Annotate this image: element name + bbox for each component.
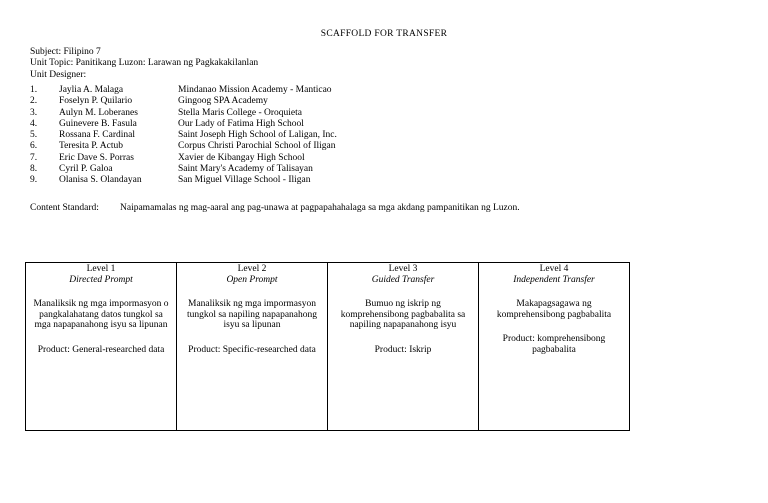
content-standard-label: Content Standard: <box>30 203 99 213</box>
designer-school: Saint Joseph High School of Laligan, Inc. <box>178 130 337 141</box>
level-heading: Level 4 <box>539 264 569 274</box>
designer-number: 8. <box>30 164 38 175</box>
designer-school: Mindanao Mission Academy - Manticao <box>178 85 332 95</box>
task-description: Manaliksik ng mga impormasyon o pangkalahatang datos tungkol sa mga napapanahong isyu sa lipunan <box>33 299 169 330</box>
subject-line: Subject: Filipino 7 <box>30 47 101 57</box>
task-description: Bumuo ng iskrip ng komprehensibong pagbabalita sa napiling napapanahong isyu <box>340 299 466 330</box>
designer-name: Aulyn M. Loberanes <box>59 107 138 118</box>
designer-school: Saint Mary's Academy of Talisayan <box>178 164 313 175</box>
designer-name: Teresita P. Actub <box>59 141 123 152</box>
level-cell <box>479 263 630 431</box>
designer-number: 4. <box>30 118 38 129</box>
designer-school: Gingoog SPA Academy <box>178 96 268 107</box>
designer-number: 7. <box>30 152 38 163</box>
designer-number: 9. <box>30 175 38 186</box>
designer-name: Guinevere B. Fasula <box>59 118 137 129</box>
designer-number: 5. <box>30 130 38 141</box>
level-cell <box>328 263 479 431</box>
product-text: Product: Iskrip <box>374 344 432 355</box>
task-description: Makapagsagawa ng komprehensibong pagbabalita <box>496 299 612 320</box>
designer-name: Foselyn P. Quilario <box>59 96 133 107</box>
level-heading: Level 1 <box>86 264 116 274</box>
level-cell <box>177 263 328 431</box>
designer-school: San Miguel Village School - Iligan <box>178 175 311 186</box>
designer-name: Rossana F. Cardinal <box>59 130 136 141</box>
designer-number: 1. <box>30 85 38 95</box>
designer-school: Stella Maris College - Oroquieta <box>178 107 302 118</box>
unit-designer-label: Unit Designer: <box>30 70 87 80</box>
designer-name: Olanisa S. Olandayan <box>59 175 142 186</box>
level-heading: Level 2 <box>237 264 267 274</box>
designer-school: Xavier de Kibangay High School <box>178 152 305 163</box>
designer-school: Corpus Christi Parochial School of Iligan <box>178 141 336 152</box>
product-text: Product: General-researched data <box>37 344 165 355</box>
unit-topic-line: Unit Topic: Panitikang Luzon: Larawan ng Pagkakakilanlan <box>30 58 259 68</box>
prompt-type: Guided Transfer <box>371 274 435 285</box>
prompt-type: Independent Transfer <box>513 274 595 285</box>
designer-school: Our Lady of Fatima High School <box>178 118 304 129</box>
scaffold-table <box>25 262 630 431</box>
content-standard <box>30 203 520 213</box>
designer-number: 6. <box>30 141 38 152</box>
product-text: Product: Specific-researched data <box>188 344 316 355</box>
product-text: Product: komprehensibong pagbabalita <box>502 334 606 355</box>
designer-number: 2. <box>30 96 38 107</box>
prompt-type: Directed Prompt <box>69 274 133 285</box>
level-heading: Level 3 <box>388 264 418 274</box>
prompt-type: Open Prompt <box>226 274 278 285</box>
document-title: SCAFFOLD FOR TRANSFER <box>320 29 448 39</box>
content-standard-text: Naipamamalas ng mag-aaral ang pag-unawa at pagpapahahalaga sa mga akdang pampanitikan ng Luzon. <box>120 203 520 213</box>
designer-number: 3. <box>30 107 38 118</box>
designer-name: Jaylia A. Malaga <box>59 85 124 95</box>
designer-name: Cyril P. Galoa <box>59 164 113 175</box>
table-row <box>26 263 630 431</box>
designer-name: Eric Dave S. Porras <box>59 152 134 163</box>
task-description: Manaliksik ng mga impormasyon tungkol sa napiling napapanahong isyu sa lipunan <box>186 299 318 330</box>
level-cell <box>26 263 177 431</box>
